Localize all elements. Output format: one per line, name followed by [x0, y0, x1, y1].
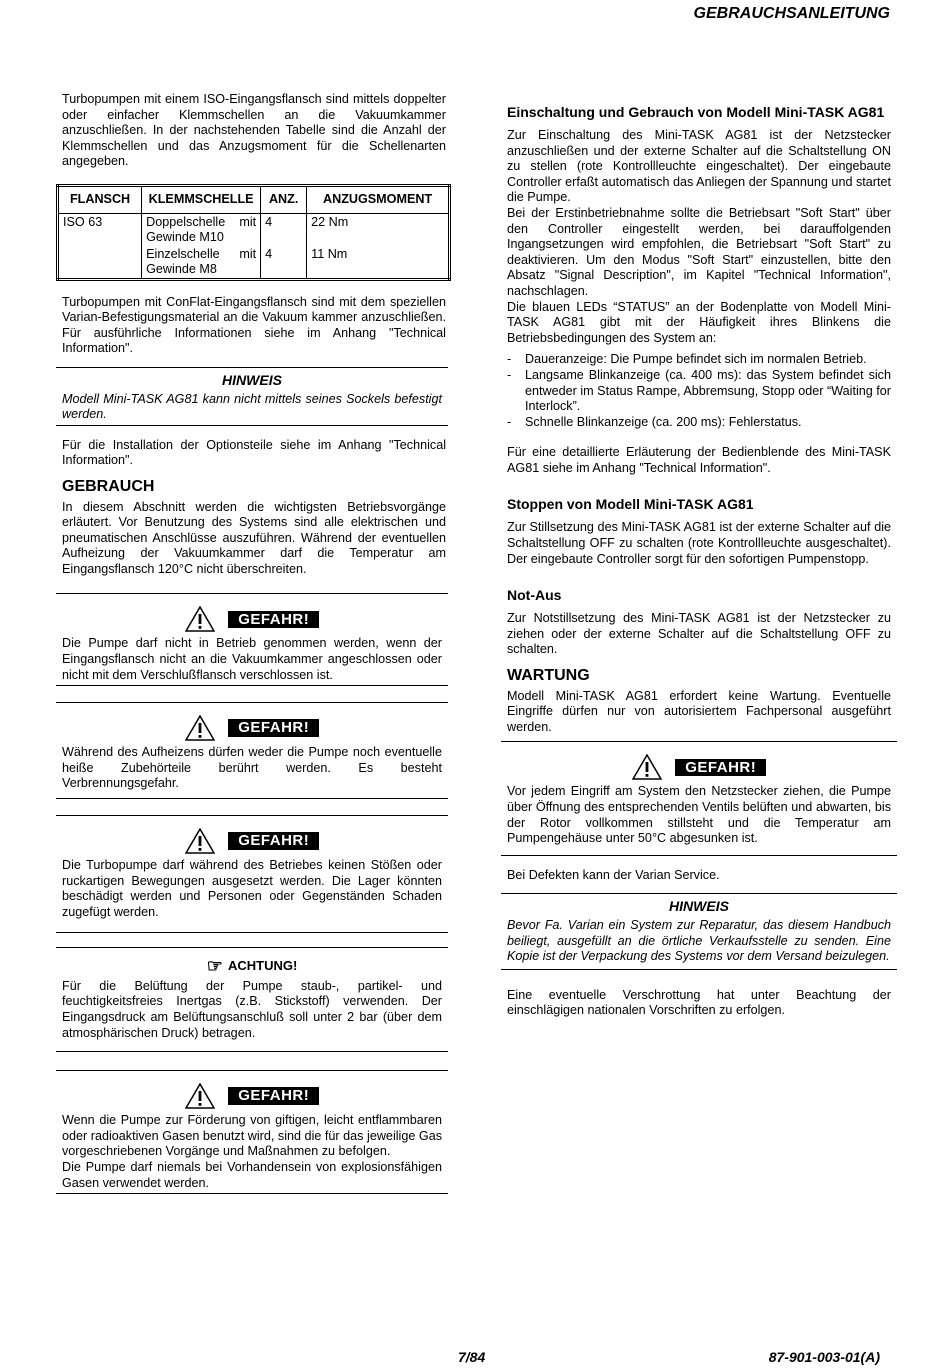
- list-item: - Langsame Blinkanzeige (ca. 400 ms): das System befindet sich entweder im Status Rampe, Abbremsung, Stopp oder “Waiting for Interlock”.: [507, 368, 891, 415]
- table-cell: Einzelschelle mit Gewinde M8: [142, 246, 261, 280]
- note-title: HINWEIS: [222, 371, 282, 388]
- section-heading: Not-Aus: [507, 587, 562, 604]
- table-cell: Doppelschelle mit Gewinde M10: [142, 213, 261, 246]
- attention-text: Für die Belüftung der Pumpe staub-, partikel- und feuchtigkeitsfreies Inertgas (z.B. Stickstoff) verwenden. Der Eingangsdruck am Belüftungsanschluß soll unter 2 bar (über dem atmosphärischen Druck) betragen.: [62, 978, 442, 1040]
- paragraph: Zur Stillsetzung des Mini-TASK AG81 ist der externe Schalter auf die Schaltstellung OFF zu schalten (rote Kontrollleuchte ausgeschaltet). Der eingebaute Controller sorgt für den sofortigen Pumpenstopp.: [507, 520, 891, 566]
- danger-text: Vor jedem Eingriff am System den Netzstecker ziehen, die Pumpe über Öffnung des entsprechenden Ventils belüften und abwarten, bis der Rotor vollkommen stillsteht und die Temperatur am Pumpengehäuse unter 50°C abgesunken ist.: [507, 784, 891, 846]
- paragraph: Bei Defekten kann der Varian Service.: [507, 867, 720, 882]
- table-cell: 22 Nm: [311, 214, 349, 229]
- section-heading: Einschaltung und Gebrauch von Modell Mini-TASK AG81: [507, 104, 885, 120]
- danger-label: GEFAHR!: [228, 1087, 319, 1105]
- note-text: Modell Mini-TASK AG81 kann nicht mittels seines Sockels befestigt werden.: [62, 391, 442, 422]
- page-number: 7/84: [458, 1349, 486, 1365]
- paragraph: Turbopumpen mit einem ISO-Eingangsflansch sind mittels doppelter oder einfacher Klemmschellen an die Vakuumkammer anzuschließen. In der nachstehenden Tabelle sind die Anzahl der Klemmschellen und das Anzugsmoment für die Schellenarten angegeben.: [62, 92, 446, 169]
- table-cell: 4: [261, 213, 307, 246]
- paragraph: Für die Installation der Optionsteile siehe im Anhang "Technical Information".: [62, 437, 446, 468]
- danger-label: GEFAHR!: [228, 832, 319, 850]
- warning-triangle-icon: [632, 754, 662, 780]
- warning-triangle-icon: [185, 1083, 215, 1109]
- danger-box: [56, 815, 448, 933]
- danger-box: [56, 1070, 448, 1194]
- danger-text: Die Turbopumpe darf während des Betriebes keinen Stößen oder ruckartigen Bewegungen ausgesetzt werden. Die Lager könnten beschädigt werden und Personen oder Gegenständen Schaden zugefügt werden.: [62, 858, 442, 919]
- paragraph: Für eine detaillierte Erläuterung der Bedienblende des Mini-TASK AG81 siehe im Anhang "Technical Information".: [507, 445, 891, 475]
- section-heading: Stoppen von Modell Mini-TASK AG81: [507, 496, 754, 513]
- danger-text: Wenn die Pumpe zur Förderung von giftigen, leicht entflammbaren oder radioaktiven Gasen benutzt wird, sind die für das jeweilige Gas vorgeschriebenen Vorgänge und Maßnahmen zu befolgen.: [62, 1113, 442, 1159]
- danger-box: [56, 593, 448, 686]
- table-cell: 11 Nm: [311, 246, 348, 261]
- paragraph: In diesem Abschnitt werden die wichtigsten Betriebsvorgänge erläutert. Vor Benutzung des Systems sind alle elektrischen und pneumatischen Anschlüsse auszuführen. Während der eventuellen Aufheizung der Vakuumkammer darf die Temperatur am Eingangsflansch 120°C nicht überschreiten.: [62, 499, 446, 576]
- warning-triangle-icon: [185, 606, 215, 632]
- paragraph: Zur Einschaltung des Mini-TASK AG81 ist der Netzstecker anzuschließen und der externe Schalter auf die Schaltstellung ON zu stellen (rote Kontrollleuchte eingeschaltet). Der eingebaute Controller erfaßt automatisch das Anliegen der Spannung und startet die Pumpe.: [507, 128, 891, 205]
- danger-label: GEFAHR!: [228, 611, 319, 629]
- paragraph: Zur Notstillsetzung des Mini-TASK AG81 ist der Netzstecker zu ziehen oder der externe Schalter auf die Schaltstellung OFF zu schalten.: [507, 611, 891, 657]
- section-heading: WARTUNG: [507, 667, 590, 685]
- paragraph: Bei der Erstinbetriebnahme sollte die Betriebsart "Soft Start" über den Controller eingestellt werden, bei darauffolgenden Ingangsetzungen wird empfohlen, die Betriebsart "Soft Start" zu deaktivieren. Um den Modus "Soft Start" einzustellen, bitte den Absatz "Signal Description", im Kapitel "Technical Information", nachschlagen.: [507, 205, 891, 298]
- pointing-hand-icon: ☞: [206, 956, 223, 977]
- table-cell: 4: [261, 246, 307, 280]
- table-cell-flange: ISO 63: [58, 213, 142, 279]
- danger-box: [56, 702, 448, 799]
- table-row: [58, 213, 450, 246]
- document-number: 87-901-003-01(A): [768, 1349, 880, 1365]
- danger-label: GEFAHR!: [228, 719, 319, 737]
- note-text: Bevor Fa. Varian ein System zur Reparatur, das diesem Handbuch beiliegt, ausgefüllt an die örtliche Verkaufsstelle zu senden. Eine Kopie ist der Verpackung des Systems vor dem Versand beizulegen.: [507, 917, 891, 964]
- note-title: HINWEIS: [669, 898, 729, 915]
- danger-box: [501, 741, 897, 855]
- danger-text: Die Pumpe darf nicht in Betrieb genommen werden, wenn der Eingangsflansch nicht an die Vakuumkammer angeschlossen oder nicht mit dem Verschlußflansch verschlossen ist.: [62, 636, 442, 682]
- table-header: FLANSCH: [58, 185, 142, 213]
- table-header: ANZUGSMOMENT: [307, 185, 450, 213]
- attention-box: [56, 947, 448, 1052]
- left-column: [62, 92, 446, 1194]
- clamp-table: [56, 184, 451, 281]
- note-box: [56, 367, 448, 426]
- note-box: [501, 893, 897, 969]
- paragraph: Eine eventuelle Verschrottung hat unter Beachtung der einschlägigen nationalen Vorschriften zu erfolgen.: [507, 987, 891, 1018]
- attention-label: ACHTUNG!: [227, 958, 298, 974]
- danger-text: Die Pumpe darf niemals bei Vorhandensein von explosionsfähigen Gasen verwendet werden.: [62, 1159, 442, 1190]
- paragraph: Die blauen LEDs “STATUS” an der Bodenplatte von Modell Mini-TASK AG81 gibt mit der Häufigkeit ihres Blinkens die Betriebsbedingungen des System an:: [507, 299, 891, 345]
- list-item: - Schnelle Blinkanzeige (ca. 200 ms): Fehlerstatus.: [507, 415, 891, 431]
- list-item: - Daueranzeige: Die Pumpe befindet sich im normalen Betrieb.: [507, 352, 891, 368]
- warning-triangle-icon: [185, 715, 215, 741]
- page-header-title: GEBRAUCHSANLEITUNG: [693, 5, 890, 22]
- paragraph: Turbopumpen mit ConFlat-Eingangsflansch sind mit dem speziellen Varian-Befestigungsmaterial an die Vakuum kammer anzuschließen. Für ausführliche Informationen siehe im Anhang "Technical Information".: [62, 294, 446, 356]
- section-heading: GEBRAUCH: [62, 477, 155, 495]
- warning-triangle-icon: [185, 828, 215, 854]
- table-header: ANZ.: [261, 185, 307, 213]
- status-list: [507, 352, 891, 430]
- paragraph: Modell Mini-TASK AG81 erfordert keine Wartung. Eventuelle Eingriffe dürfen nur von autorisiertem Fachpersonal ausgeführt werden.: [507, 688, 891, 734]
- danger-label: GEFAHR!: [675, 759, 766, 777]
- right-column: [507, 104, 891, 1019]
- table-header: KLEMMSCHELLE: [142, 185, 261, 213]
- danger-text: Während des Aufheizens dürfen weder die Pumpe noch eventuelle heiße Zubehörteile berührt werden. Es besteht Verbrennungsgefahr.: [62, 745, 442, 791]
